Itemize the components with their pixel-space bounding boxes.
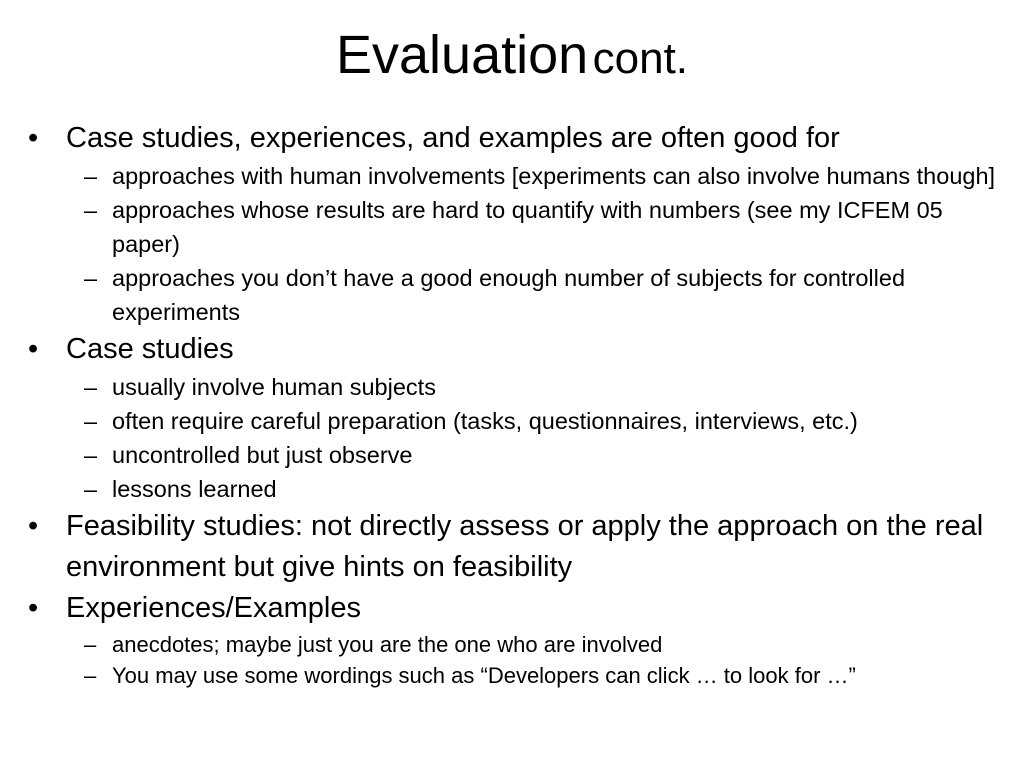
bullet-text: Case studies <box>66 333 234 365</box>
sub-bullet-text: You may use some wordings such as “Developers can click … to look for …” <box>112 663 856 688</box>
bullet-marker: • <box>28 122 39 154</box>
dash-marker: – <box>84 163 98 189</box>
dash-marker: – <box>84 265 98 291</box>
bullet-item <box>28 506 1003 588</box>
sub-bullet-item <box>28 404 1003 438</box>
sub-bullet-text: uncontrolled but just observe <box>112 442 413 468</box>
sub-bullet-item <box>28 370 1003 404</box>
sub-bullet-item <box>28 193 1003 261</box>
sub-bullet-text: often require careful preparation (tasks, questionnaires, interviews, etc.) <box>112 408 858 434</box>
sub-bullet-text: lessons learned <box>112 476 277 502</box>
dash-marker: – <box>84 663 97 688</box>
sub-bullet-item <box>28 629 1003 660</box>
bullet-item <box>28 588 1003 629</box>
sub-bullet-item <box>28 438 1003 472</box>
slide-title-suffix: cont. <box>592 34 689 83</box>
sub-bullet-text: approaches you don’t have a good enough number of subjects for controlled experiments <box>112 265 906 325</box>
bullet-marker: • <box>28 510 39 542</box>
bullet-text: Case studies, experiences, and examples are often good for <box>66 122 840 154</box>
slide-title <box>0 26 1024 85</box>
sub-bullet-text: approaches with human involvements [experiments can also involve humans though] <box>112 163 996 189</box>
dash-marker: – <box>84 408 98 434</box>
bullet-text: Feasibility studies: not directly assess or apply the approach on the real environment but give hints on feasibility <box>66 510 984 583</box>
dash-marker: – <box>84 374 98 400</box>
sub-bullet-item <box>28 261 1003 329</box>
sub-bullet-item <box>28 472 1003 506</box>
bullet-text: Experiences/Examples <box>66 592 361 624</box>
dash-marker: – <box>84 197 98 223</box>
bullet-marker: • <box>28 592 39 624</box>
dash-marker: – <box>84 442 98 468</box>
slide-body <box>28 118 1003 691</box>
dash-marker: – <box>84 632 97 657</box>
bullet-item <box>28 118 1003 159</box>
sub-bullet-text: approaches whose results are hard to quantify with numbers (see my ICFEM 05 paper) <box>112 197 943 257</box>
bullet-item <box>28 329 1003 370</box>
slide-title-main: Evaluation <box>335 25 589 85</box>
sub-bullet-text: anecdotes; maybe just you are the one who are involved <box>112 632 663 657</box>
bullet-marker: • <box>28 333 39 365</box>
sub-bullet-item <box>28 159 1003 193</box>
sub-bullet-item <box>28 660 1003 691</box>
sub-bullet-text: usually involve human subjects <box>112 374 436 400</box>
dash-marker: – <box>84 476 98 502</box>
